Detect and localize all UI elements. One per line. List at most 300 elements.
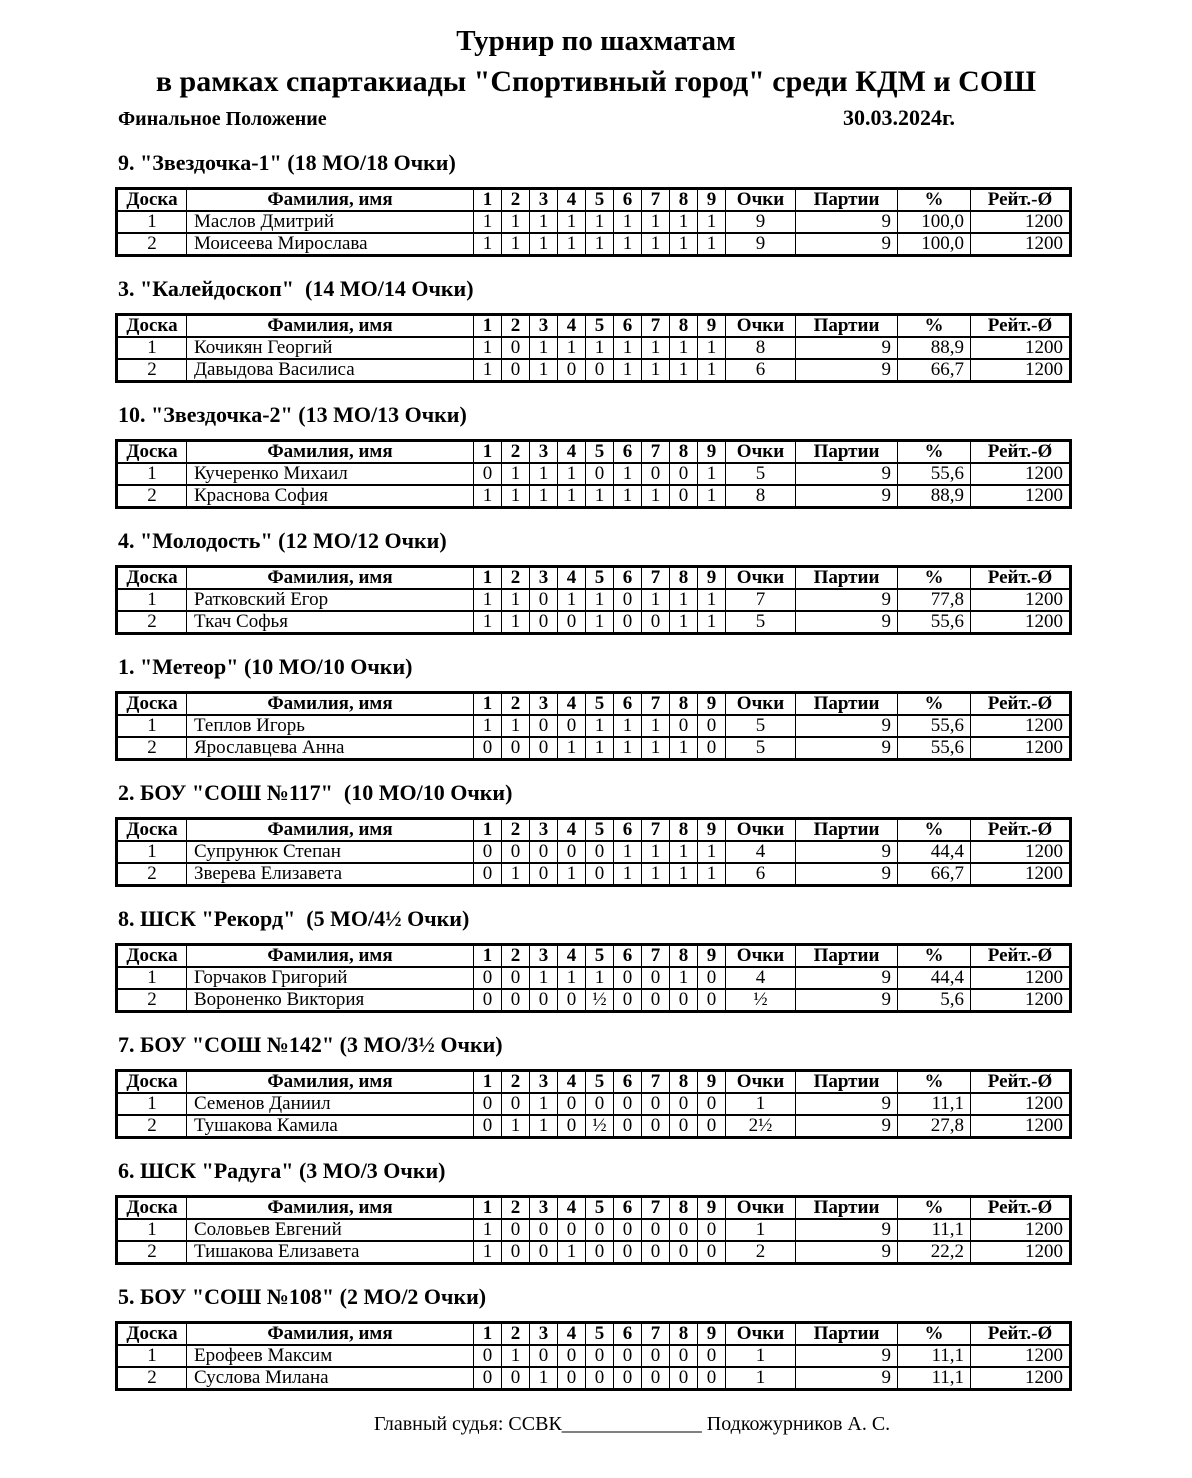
round-result-cell: 0 [614, 1345, 642, 1367]
col-header-round: 9 [698, 693, 726, 716]
table-row [117, 841, 1071, 863]
points-cell: 5 [726, 611, 796, 634]
board-number-cell: 1 [117, 715, 187, 737]
col-header-round: 2 [502, 567, 530, 590]
board-number-cell: 2 [117, 611, 187, 634]
round-result-cell: 0 [642, 989, 670, 1012]
col-header-round: 5 [586, 441, 614, 464]
team-section [0, 404, 1192, 509]
round-result-cell: 0 [670, 1241, 698, 1264]
round-result-cell: 0 [642, 967, 670, 989]
games-cell: 9 [796, 863, 898, 886]
col-header-name: Фамилия, имя [187, 1071, 474, 1094]
round-result-cell: 0 [698, 1345, 726, 1367]
col-header-games: Партии [796, 1071, 898, 1094]
percent-cell: 88,9 [898, 337, 971, 359]
team-section [0, 530, 1192, 635]
points-cell: 4 [726, 841, 796, 863]
round-result-cell: 1 [558, 1241, 586, 1264]
col-header-percent: % [898, 945, 971, 968]
col-header-round: 1 [474, 1197, 502, 1220]
col-header-round: 1 [474, 1071, 502, 1094]
round-result-cell: 0 [558, 1093, 586, 1115]
round-result-cell: 1 [586, 485, 614, 508]
round-result-cell: 1 [558, 967, 586, 989]
col-header-round: 4 [558, 693, 586, 716]
round-result-cell: 0 [530, 989, 558, 1012]
round-result-cell: 1 [558, 211, 586, 233]
round-result-cell: 0 [502, 1093, 530, 1115]
board-number-cell: 2 [117, 1367, 187, 1390]
board-number-cell: 2 [117, 989, 187, 1012]
player-name-cell: Кочикян Георгий [187, 337, 474, 359]
col-header-games: Партии [796, 819, 898, 842]
col-header-rating: Рейт.-Ø [971, 189, 1071, 212]
games-cell: 9 [796, 1367, 898, 1390]
results-table [115, 943, 1072, 1013]
board-number-cell: 1 [117, 211, 187, 233]
col-header-percent: % [898, 693, 971, 716]
round-result-cell: 1 [586, 611, 614, 634]
points-cell: 1 [726, 1367, 796, 1390]
round-result-cell: 0 [642, 1093, 670, 1115]
round-result-cell: 1 [558, 737, 586, 760]
col-header-round: 2 [502, 1323, 530, 1346]
col-header-round: 9 [698, 1323, 726, 1346]
round-result-cell: 0 [474, 967, 502, 989]
board-number-cell: 1 [117, 337, 187, 359]
table-row [117, 337, 1071, 359]
team-section [0, 1034, 1192, 1139]
rating-cell: 1200 [971, 841, 1071, 863]
section-heading: 1. "Метеор" (10 МО/10 Очки) [118, 654, 413, 679]
round-result-cell: 1 [586, 737, 614, 760]
col-header-board: Доска [117, 567, 187, 590]
percent-cell: 5,6 [898, 989, 971, 1012]
results-table [115, 1195, 1072, 1265]
col-header-round: 6 [614, 1323, 642, 1346]
results-table [115, 817, 1072, 887]
round-result-cell: 0 [558, 841, 586, 863]
round-result-cell: 0 [642, 1241, 670, 1264]
round-result-cell: 1 [502, 1115, 530, 1138]
round-result-cell: 0 [614, 1115, 642, 1138]
round-result-cell: 0 [670, 463, 698, 485]
board-number-cell: 1 [117, 1345, 187, 1367]
col-header-rating: Рейт.-Ø [971, 945, 1071, 968]
percent-cell: 55,6 [898, 737, 971, 760]
round-result-cell: 0 [502, 1241, 530, 1264]
col-header-board: Доска [117, 1323, 187, 1346]
round-result-cell: 1 [502, 485, 530, 508]
player-name-cell: Соловьев Евгений [187, 1219, 474, 1241]
games-cell: 9 [796, 359, 898, 382]
col-header-rating: Рейт.-Ø [971, 315, 1071, 338]
table-row [117, 211, 1071, 233]
round-result-cell: 0 [614, 589, 642, 611]
round-result-cell: 0 [558, 989, 586, 1012]
player-name-cell: Вороненко Виктория [187, 989, 474, 1012]
col-header-round: 7 [642, 1323, 670, 1346]
percent-cell: 77,8 [898, 589, 971, 611]
percent-cell: 11,1 [898, 1345, 971, 1367]
points-cell: 5 [726, 463, 796, 485]
rating-cell: 1200 [971, 463, 1071, 485]
round-result-cell: 0 [698, 1219, 726, 1241]
col-header-points: Очки [726, 189, 796, 212]
col-header-round: 6 [614, 693, 642, 716]
board-number-cell: 1 [117, 841, 187, 863]
round-result-cell: 0 [698, 737, 726, 760]
col-header-round: 3 [530, 567, 558, 590]
table-header-row [117, 693, 1071, 716]
round-result-cell: 0 [502, 359, 530, 382]
rating-cell: 1200 [971, 737, 1071, 760]
col-header-percent: % [898, 1071, 971, 1094]
round-result-cell: 0 [642, 463, 670, 485]
col-header-round: 2 [502, 693, 530, 716]
round-result-cell: 1 [474, 211, 502, 233]
col-header-percent: % [898, 441, 971, 464]
round-result-cell: 1 [502, 233, 530, 256]
player-name-cell: Зверева Елизавета [187, 863, 474, 886]
col-header-round: 9 [698, 1071, 726, 1094]
table-row [117, 1093, 1071, 1115]
col-header-percent: % [898, 315, 971, 338]
rating-cell: 1200 [971, 1345, 1071, 1367]
col-header-round: 7 [642, 819, 670, 842]
round-result-cell: 1 [502, 589, 530, 611]
col-header-round: 5 [586, 819, 614, 842]
col-header-round: 3 [530, 441, 558, 464]
team-section [0, 152, 1192, 257]
col-header-games: Партии [796, 441, 898, 464]
results-table [115, 565, 1072, 635]
col-header-points: Очки [726, 1323, 796, 1346]
round-result-cell: 0 [530, 841, 558, 863]
round-result-cell: 1 [502, 1345, 530, 1367]
round-result-cell: 0 [586, 841, 614, 863]
section-heading: 3. "Калейдоскоп" (14 МО/14 Очки) [118, 276, 474, 301]
round-result-cell: 0 [670, 1115, 698, 1138]
round-result-cell: 0 [502, 337, 530, 359]
col-header-round: 3 [530, 315, 558, 338]
round-result-cell: 1 [474, 611, 502, 634]
table-header-row [117, 819, 1071, 842]
player-name-cell: Супрунюк Степан [187, 841, 474, 863]
round-result-cell: 0 [642, 1219, 670, 1241]
games-cell: 9 [796, 737, 898, 760]
col-header-games: Партии [796, 1323, 898, 1346]
games-cell: 9 [796, 233, 898, 256]
rating-cell: 1200 [971, 233, 1071, 256]
table-row [117, 1367, 1071, 1390]
round-result-cell: 0 [614, 1219, 642, 1241]
games-cell: 9 [796, 967, 898, 989]
round-result-cell: 0 [558, 1219, 586, 1241]
section-heading: 4. "Молодость" (12 МО/12 Очки) [118, 528, 447, 553]
rating-cell: 1200 [971, 967, 1071, 989]
referee-signature-line: Главный судья: ССВК______________ Подкожурников А. С. [373, 1413, 891, 1435]
rating-cell: 1200 [971, 989, 1071, 1012]
player-name-cell: Ярославцева Анна [187, 737, 474, 760]
round-result-cell: 1 [642, 485, 670, 508]
round-result-cell: 0 [586, 1345, 614, 1367]
col-header-round: 2 [502, 945, 530, 968]
percent-cell: 55,6 [898, 463, 971, 485]
round-result-cell: 1 [642, 337, 670, 359]
round-result-cell: 1 [670, 359, 698, 382]
team-section [0, 908, 1192, 1013]
games-cell: 9 [796, 989, 898, 1012]
percent-cell: 100,0 [898, 233, 971, 256]
col-header-round: 4 [558, 441, 586, 464]
points-cell: 1 [726, 1345, 796, 1367]
col-header-name: Фамилия, имя [187, 819, 474, 842]
round-result-cell: 1 [670, 233, 698, 256]
board-number-cell: 2 [117, 1241, 187, 1264]
col-header-percent: % [898, 1197, 971, 1220]
points-cell: 2 [726, 1241, 796, 1264]
col-header-round: 4 [558, 1323, 586, 1346]
percent-cell: 44,4 [898, 967, 971, 989]
round-result-cell: 0 [614, 1093, 642, 1115]
team-section [0, 278, 1192, 383]
round-result-cell: 1 [530, 337, 558, 359]
round-result-cell: 1 [530, 1093, 558, 1115]
table-header-row [117, 1071, 1071, 1094]
rating-cell: 1200 [971, 1219, 1071, 1241]
col-header-round: 3 [530, 819, 558, 842]
round-result-cell: 0 [586, 863, 614, 886]
round-result-cell: 0 [558, 715, 586, 737]
round-result-cell: 1 [530, 1367, 558, 1390]
col-header-round: 9 [698, 819, 726, 842]
player-name-cell: Ратковский Егор [187, 589, 474, 611]
col-header-round: 1 [474, 945, 502, 968]
points-cell: 8 [726, 337, 796, 359]
round-result-cell: 0 [698, 989, 726, 1012]
meta-row [0, 103, 1192, 131]
col-header-round: 7 [642, 1197, 670, 1220]
games-cell: 9 [796, 211, 898, 233]
round-result-cell: 0 [474, 989, 502, 1012]
round-result-cell: 0 [474, 1367, 502, 1390]
col-header-percent: % [898, 189, 971, 212]
round-result-cell: 1 [614, 841, 642, 863]
round-result-cell: 0 [558, 1345, 586, 1367]
col-header-points: Очки [726, 819, 796, 842]
section-heading: 7. БОУ "СОШ №142" (3 МО/3½ Очки) [118, 1032, 503, 1057]
col-header-percent: % [898, 819, 971, 842]
round-result-cell: 1 [670, 863, 698, 886]
round-result-cell: ½ [586, 989, 614, 1012]
col-header-rating: Рейт.-Ø [971, 693, 1071, 716]
page-title: Турнир по шахматам [456, 25, 736, 57]
games-cell: 9 [796, 463, 898, 485]
round-result-cell: 1 [530, 359, 558, 382]
col-header-round: 4 [558, 1071, 586, 1094]
col-header-round: 6 [614, 567, 642, 590]
round-result-cell: 1 [558, 863, 586, 886]
points-cell: 1 [726, 1093, 796, 1115]
round-result-cell: 0 [558, 359, 586, 382]
round-result-cell: 1 [698, 485, 726, 508]
round-result-cell: ½ [586, 1115, 614, 1138]
col-header-round: 5 [586, 693, 614, 716]
col-header-round: 3 [530, 1323, 558, 1346]
round-result-cell: 0 [586, 1219, 614, 1241]
rating-cell: 1200 [971, 589, 1071, 611]
col-header-round: 3 [530, 1071, 558, 1094]
round-result-cell: 0 [502, 737, 530, 760]
round-result-cell: 0 [670, 1345, 698, 1367]
col-header-round: 8 [670, 1197, 698, 1220]
round-result-cell: 1 [698, 211, 726, 233]
percent-cell: 27,8 [898, 1115, 971, 1138]
board-number-cell: 1 [117, 589, 187, 611]
col-header-name: Фамилия, имя [187, 1323, 474, 1346]
table-header-row [117, 1197, 1071, 1220]
team-section [0, 1160, 1192, 1265]
round-result-cell: 1 [642, 841, 670, 863]
col-header-round: 4 [558, 189, 586, 212]
round-result-cell: 0 [670, 715, 698, 737]
player-name-cell: Горчаков Григорий [187, 967, 474, 989]
col-header-round: 1 [474, 1323, 502, 1346]
round-result-cell: 1 [670, 589, 698, 611]
col-header-board: Доска [117, 693, 187, 716]
games-cell: 9 [796, 1093, 898, 1115]
round-result-cell: 0 [642, 1367, 670, 1390]
col-header-rating: Рейт.-Ø [971, 567, 1071, 590]
round-result-cell: 1 [502, 211, 530, 233]
board-number-cell: 2 [117, 1115, 187, 1138]
col-header-board: Доска [117, 819, 187, 842]
col-header-round: 6 [614, 819, 642, 842]
col-header-round: 6 [614, 945, 642, 968]
col-header-round: 9 [698, 1197, 726, 1220]
table-row [117, 359, 1071, 382]
board-number-cell: 1 [117, 1093, 187, 1115]
rating-cell: 1200 [971, 715, 1071, 737]
round-result-cell: 0 [614, 611, 642, 634]
rating-cell: 1200 [971, 337, 1071, 359]
col-header-name: Фамилия, имя [187, 693, 474, 716]
col-header-round: 8 [670, 567, 698, 590]
col-header-round: 6 [614, 315, 642, 338]
col-header-round: 5 [586, 189, 614, 212]
percent-cell: 55,6 [898, 611, 971, 634]
round-result-cell: 0 [530, 737, 558, 760]
points-cell: 5 [726, 737, 796, 760]
round-result-cell: 1 [614, 737, 642, 760]
results-table [115, 439, 1072, 509]
col-header-round: 4 [558, 819, 586, 842]
player-name-cell: Тушакова Камила [187, 1115, 474, 1138]
title-block [0, 0, 1192, 103]
col-header-round: 8 [670, 693, 698, 716]
round-result-cell: 1 [614, 715, 642, 737]
round-result-cell: 1 [474, 359, 502, 382]
round-result-cell: 1 [698, 337, 726, 359]
col-header-round: 9 [698, 189, 726, 212]
table-header-row [117, 567, 1071, 590]
round-result-cell: 1 [698, 463, 726, 485]
table-row [117, 1345, 1071, 1367]
round-result-cell: 1 [614, 485, 642, 508]
col-header-board: Доска [117, 1197, 187, 1220]
date-label: 30.03.2024г. [842, 105, 955, 130]
round-result-cell: 0 [614, 1241, 642, 1264]
round-result-cell: 1 [614, 211, 642, 233]
section-heading: 5. БОУ "СОШ №108" (2 МО/2 Очки) [118, 1284, 487, 1309]
round-result-cell: 0 [698, 1367, 726, 1390]
col-header-name: Фамилия, имя [187, 189, 474, 212]
percent-cell: 55,6 [898, 715, 971, 737]
col-header-points: Очки [726, 441, 796, 464]
round-result-cell: 0 [670, 1219, 698, 1241]
col-header-rating: Рейт.-Ø [971, 441, 1071, 464]
round-result-cell: 0 [530, 715, 558, 737]
table-row [117, 737, 1071, 760]
round-result-cell: 0 [698, 715, 726, 737]
col-header-round: 3 [530, 1197, 558, 1220]
results-table [115, 1321, 1072, 1391]
col-header-round: 7 [642, 945, 670, 968]
col-header-round: 5 [586, 1197, 614, 1220]
table-row [117, 463, 1071, 485]
col-header-round: 4 [558, 945, 586, 968]
player-name-cell: Семенов Даниил [187, 1093, 474, 1115]
games-cell: 9 [796, 841, 898, 863]
rating-cell: 1200 [971, 1241, 1071, 1264]
round-result-cell: 1 [474, 1241, 502, 1264]
round-result-cell: 1 [530, 485, 558, 508]
col-header-points: Очки [726, 1071, 796, 1094]
col-header-points: Очки [726, 1197, 796, 1220]
percent-cell: 11,1 [898, 1367, 971, 1390]
col-header-rating: Рейт.-Ø [971, 1323, 1071, 1346]
round-result-cell: 1 [670, 967, 698, 989]
round-result-cell: 0 [698, 1241, 726, 1264]
rating-cell: 1200 [971, 359, 1071, 382]
percent-cell: 44,4 [898, 841, 971, 863]
col-header-round: 1 [474, 441, 502, 464]
round-result-cell: 0 [698, 1115, 726, 1138]
board-number-cell: 2 [117, 233, 187, 256]
round-result-cell: 0 [558, 1367, 586, 1390]
col-header-points: Очки [726, 567, 796, 590]
col-header-round: 2 [502, 1197, 530, 1220]
table-header-row [117, 441, 1071, 464]
table-row [117, 1219, 1071, 1241]
col-header-board: Доска [117, 1071, 187, 1094]
col-header-percent: % [898, 567, 971, 590]
col-header-board: Доска [117, 315, 187, 338]
round-result-cell: 0 [502, 989, 530, 1012]
games-cell: 9 [796, 1345, 898, 1367]
round-result-cell: 1 [586, 967, 614, 989]
round-result-cell: 0 [558, 611, 586, 634]
results-table [115, 313, 1072, 383]
table-header-row [117, 189, 1071, 212]
round-result-cell: 1 [614, 233, 642, 256]
col-header-board: Доска [117, 441, 187, 464]
round-result-cell: 1 [586, 233, 614, 256]
round-result-cell: 1 [558, 233, 586, 256]
round-result-cell: 1 [474, 233, 502, 256]
